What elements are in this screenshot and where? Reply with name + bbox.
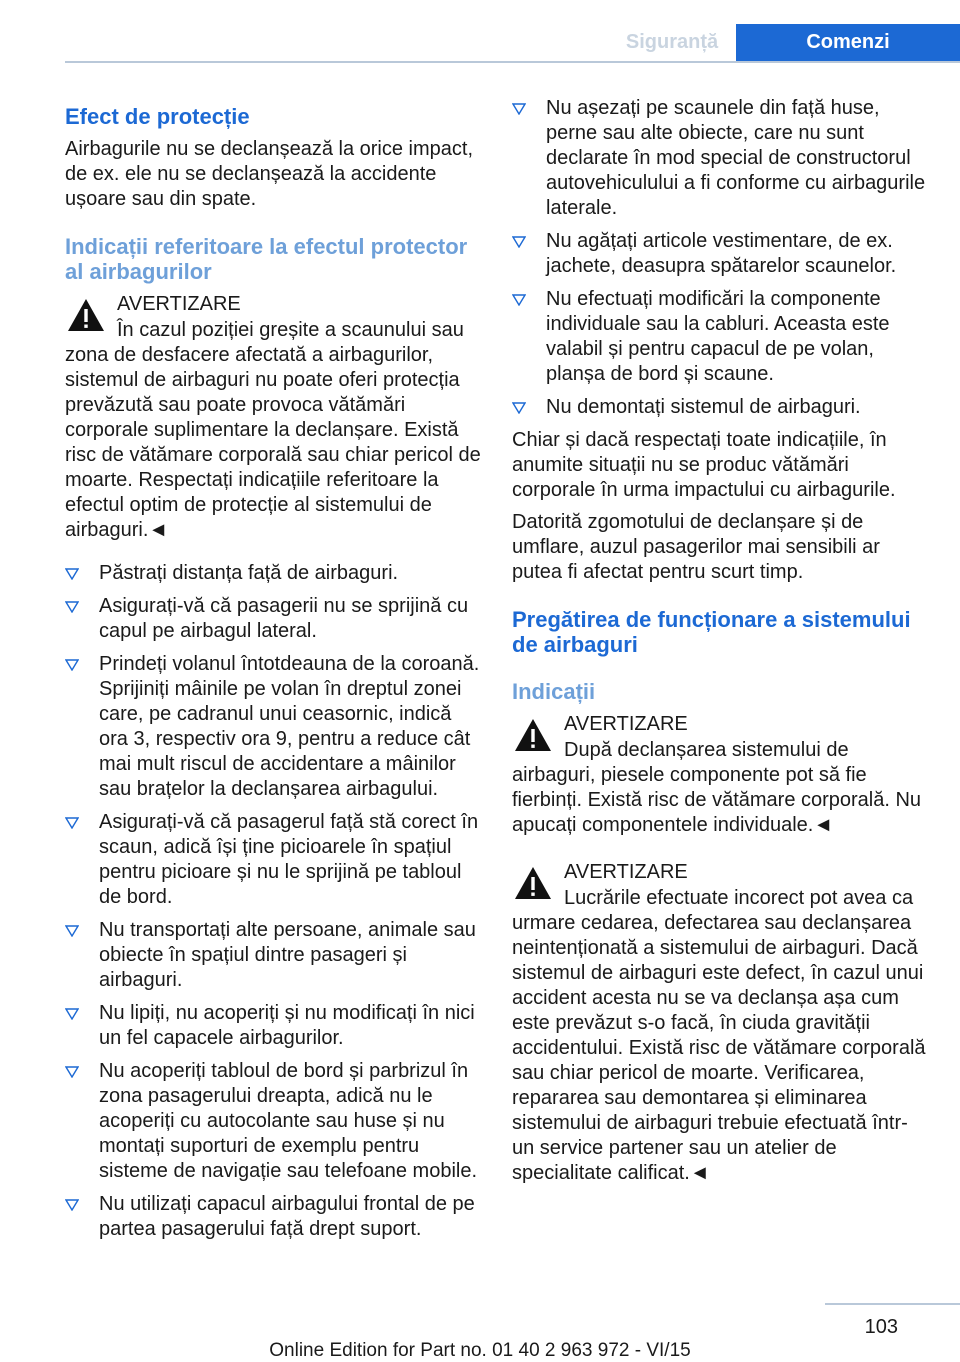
list-item	[512, 287, 926, 387]
list-item-text: Nu demontați sistemul de airbaguri.	[546, 396, 861, 418]
list-item-text: Nu lipiți, nu acoperiți și nu modificați în nici un fel capacele airbagurilor.	[99, 1002, 475, 1049]
triangle-bullet-icon	[512, 402, 526, 414]
list-item-text: Asigurați-vă că pasagerul față stă corect în scaun, adică își ține picioarele în spațiul pentru picioare și nu le sprijină pe tabloul de bord.	[99, 811, 479, 908]
list-item-text: Nu agățați articole vestimentare, de ex. jachete, deasupra spătarelor scaunelor.	[546, 230, 897, 277]
warning-text: În cazul poziției greșite a scaunului sau zona de desfacere afectată a airbagurilor, sistemul de airbaguri nu poate oferi protecția prevăzută sau poate provoca vătămări corporale suplimentare la declanșare. Există risc de vătămare corporală sau chiar pericol de moarte. Respectați indicațiile referitoare la efectul optim de protecție al sistemului de airbaguri.◄	[65, 319, 481, 541]
list-item-text: Nu utilizați capacul airbagului frontal de pe partea pasagerului față drept suport.	[99, 1193, 475, 1240]
triangle-bullet-icon	[65, 568, 79, 580]
tab-siguranta[interactable]: Siguranță	[608, 24, 736, 61]
warning-title: AVERTIZARE	[564, 861, 688, 883]
list-item	[65, 594, 481, 644]
tab-comenzi[interactable]: Comenzi	[736, 24, 960, 61]
list-item	[65, 918, 481, 993]
warning-block-3	[512, 860, 926, 1186]
list-item	[65, 1192, 481, 1242]
warning-title: AVERTIZARE	[564, 713, 688, 735]
header-tabs	[608, 24, 960, 61]
list-item-text: Nu așezați pe scaunele din față huse, perne sau alte obiecte, care nu sunt declarate în mod special de constructorul autovehiculului a fi conforme cu airbagurile laterale.	[546, 97, 926, 219]
list-item	[65, 1001, 481, 1051]
heading-efect-de-protectie: Efect de protecție	[65, 104, 250, 129]
warning-title: AVERTIZARE	[117, 293, 241, 315]
heading-pregatirea: Pregătirea de funcționare a sistemului de airbaguri	[512, 607, 911, 657]
list-item-text: Nu efectuați modificări la componente individuale sau la cabluri. Aceasta este valabil și pentru capacul de pe volan, planșa de bord și scaune.	[546, 288, 890, 385]
list-item	[512, 229, 926, 279]
warning-triangle-icon	[514, 718, 552, 752]
triangle-bullet-icon	[65, 659, 79, 671]
header-divider	[65, 61, 960, 63]
triangle-bullet-icon	[65, 817, 79, 829]
warning-triangle-icon	[67, 298, 105, 332]
heading-indicatii: Indicații	[512, 679, 596, 704]
paragraph-efect: Airbagurile nu se declanșează la orice impact, de ex. ele nu se declanșează la accidente ușoare sau din spate.	[65, 138, 473, 210]
right-column	[512, 96, 926, 1193]
triangle-bullet-icon	[512, 236, 526, 248]
list-item	[65, 1059, 481, 1184]
list-item-text: Nu transportați alte persoane, animale sau obiecte în spațiul dintre pasageri și airbaguri.	[99, 919, 476, 991]
list-item	[65, 561, 481, 586]
warning-text: După declanșarea sistemului de airbaguri, piesele componente pot să fie fierbinți. Există risc de vătămare corporală. Nu apucați componentele individuale.◄	[512, 739, 922, 836]
warning-triangle-icon	[514, 866, 552, 900]
footer-edition-text: Online Edition for Part no. 01 40 2 963 972 - VI/15	[269, 1340, 691, 1361]
list-item	[65, 810, 481, 910]
triangle-bullet-icon	[65, 601, 79, 613]
list-item	[65, 652, 481, 802]
triangle-bullet-icon	[65, 925, 79, 937]
warning-block-2	[512, 712, 926, 838]
warning-block-1	[65, 292, 481, 543]
triangle-bullet-icon	[65, 1066, 79, 1078]
paragraph-chiar: Chiar și dacă respectați toate indicațiile, în anumite situații nu se produc vătămări corporale în urma impactului cu airbagurile.	[512, 429, 896, 501]
bullet-list-left	[65, 561, 481, 1242]
footer-divider	[825, 1303, 960, 1305]
triangle-bullet-icon	[512, 103, 526, 115]
list-item	[512, 96, 926, 221]
list-item	[512, 395, 926, 420]
list-item-text: Păstrați distanța față de airbaguri.	[99, 562, 399, 584]
list-item-text: Prindeți volanul întotdeauna de la coroană. Sprijiniți mâinile pe volan în dreptul zonei care, pe cadranul unui ceasornic, indică ora 3, respectiv ora 9, pentru a reduce cât mai mult riscul de accidentare a mâinilor sau brațelor la declanșarea airbagului.	[99, 653, 480, 800]
warning-text: Lucrările efectuate incorect pot avea ca urmare cedarea, defectarea sau declanșarea neintenționată a sistemului de airbaguri. Dacă sistemul de airbaguri este defect, în cazul unui accident acesta nu se va declanșa așa cum este prevăzut s-o facă, în ciuda gravității accidentului. Există risc de vătămare corporală sau chiar pericol de moarte. Verificarea, repararea sau demontarea și eliminarea sistemului de airbaguri trebuie efectuată într-un service partener sau un atelier de specialitate calificat.◄	[512, 887, 926, 1184]
triangle-bullet-icon	[65, 1008, 79, 1020]
list-item-text: Nu acoperiți tabloul de bord și parbrizul în zona pasagerului dreapta, adică nu le acoperiți cu autocolante sau huse și nu montați suporturi de exemplu pentru sisteme de navigație sau telefoane mobile.	[99, 1060, 478, 1182]
heading-indicatii-efect-protector: Indicații referitoare la efectul protector al airbagurilor	[65, 234, 468, 284]
triangle-bullet-icon	[65, 1199, 79, 1211]
paragraph-datorita: Datorită zgomotului de declanșare și de umflare, auzul pasagerilor mai sensibili ar putea fi afectat pentru scurt timp.	[512, 511, 880, 583]
bullet-list-right	[512, 96, 926, 420]
triangle-bullet-icon	[512, 294, 526, 306]
left-column	[65, 96, 481, 1250]
list-item-text: Asigurați-vă că pasagerii nu se sprijină cu capul pe airbagul lateral.	[99, 595, 469, 642]
page-number: 103	[864, 1316, 898, 1338]
